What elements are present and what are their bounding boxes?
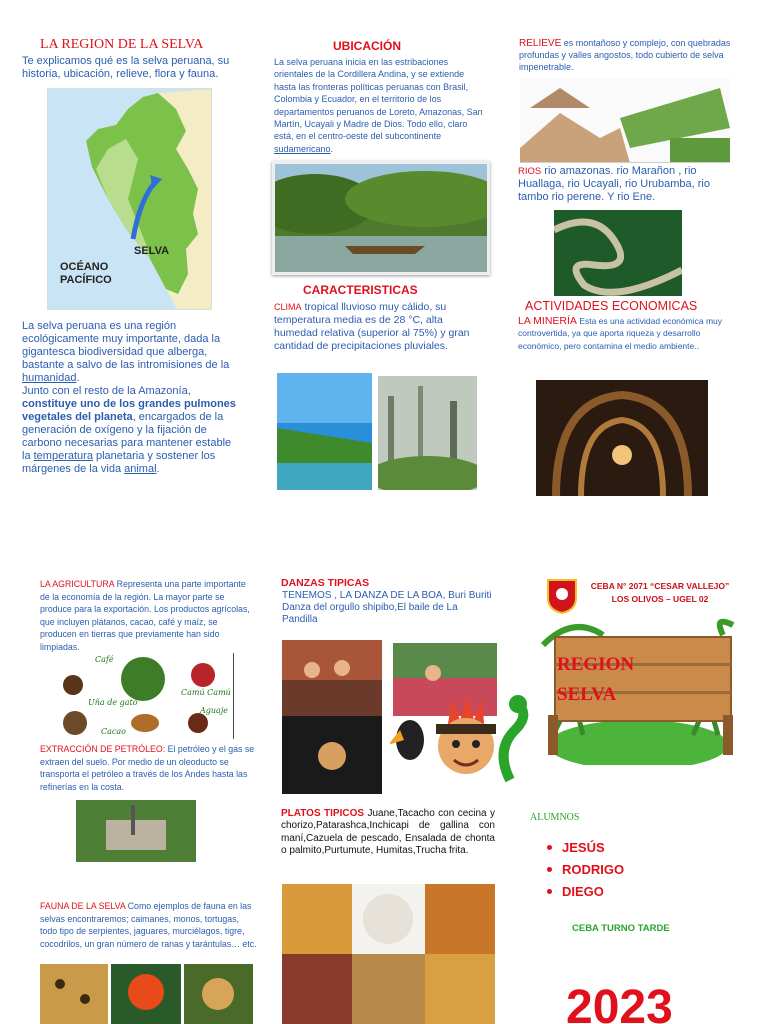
platos-text: PLATOS TIPICOS Juane,Tacacho con cecina y chorizo,Patarashca,Inchicapi de gallina con maní,Cazuela de pescado, Ensalada de chonta o palmito,Purtumute, Humitas,Trucha frita. xyxy=(281,808,496,857)
agricultura-text: LA AGRICULTURA Representa una parte importante de la economía de la región. La mayor parte se produce para la exportación. Los productos agrícolas, que incluyen plátanos, cacao, café y maíz, se producen en tierras que previamente han sido limpiadas. xyxy=(40,579,250,652)
lake-photo xyxy=(277,373,372,490)
mineria-text: LA MINERÍA Esta es una actividad económica muy controvertida, ya que aporta riqueza y desarrollo económico, pero contamina el medio ambiente.. xyxy=(518,315,722,351)
school-header: CEBA N° 2071 “CESAR VALLEJO” LOS OLIVOS – UGEL 02 xyxy=(590,581,730,604)
una-label: Uña de gato xyxy=(88,698,138,707)
intro-text: Te explicamos qué es la selva peruana, su historia, ubicación, relieve, flora y fauna. xyxy=(22,55,230,80)
aguaje-label: Aguaje xyxy=(200,706,229,715)
turno-label: CEBA TURNO TARDE xyxy=(572,923,670,934)
amazon-river-photo xyxy=(554,210,682,296)
camu-label: Camú Camú xyxy=(181,688,231,697)
student-item: DIEGO xyxy=(547,880,624,902)
mine-photo xyxy=(536,380,708,496)
petroleo-text: EXTRACCIÓN DE PETRÓLEO: El petróleo y el gas se extraen del suelo. Por medio de un oleoducto se transporta el petróleo a través de los Andes hasta las refinerías en la costa. xyxy=(40,744,255,792)
selva-description: La selva peruana es una región ecológicamente muy importante, dada la gigantesca biodiversidad que alberga, bastante a salvo de las intromisiones de la humanidad. Junto con el resto de la Amazonía, constituye uno de los grandes pulmones vegetales del planeta, encargados de la generación de oxígeno y la fijación de carbono necesarias para mantener estable la temperatura planetaria y sostener los márgenes de la vida animal. xyxy=(22,320,236,475)
clima-text: CLIMA tropical lluvioso muy cálido, su temperatura media es de 28 °C, alta humedad relativa (superior al 75%) y gran cantidad de precipitaciones pluviales. xyxy=(274,301,470,352)
rios-text: RIOS rio amazonas. rio Marañon , rio Huallaga, rio Ucayali, rio Urubamba, rio tambo rio perene. Y rio Ene. xyxy=(518,165,710,203)
crops-image xyxy=(53,653,234,739)
fauna-text: FAUNA DE LA SELVA Como ejemplos de fauna en las selvas encontraremos; caimanes, monos, tortugas, todo tipo de serpientes, jaguares, murciélagos, tigre, cocodrilos, un gran número de ranas y tarántulas… etc. xyxy=(40,901,257,949)
selva-label: SELVA xyxy=(134,245,170,257)
student-item: JESÚS xyxy=(547,836,624,858)
school-crest xyxy=(546,578,578,614)
forest-photo xyxy=(378,376,477,490)
cacao-label: Cacao xyxy=(101,727,126,736)
ubicacion-text: La selva peruana inicia en las estribaciones orientales de la Cordillera Andina, y se extiende hasta las fronteras políticas peruanas con Brasil, Colombia y Ecuador, en el territorio de los departamentos peruanos de Loreto, Amazonas, San Martín, Ucayali y Madre de Dios. Todo ello, claro está, en el centro-oeste del subcontinente sudamericano. xyxy=(274,57,483,154)
fauna-photos xyxy=(40,964,253,1024)
food-collage xyxy=(282,884,495,1024)
alumnos-label: ALUMNOS xyxy=(530,812,580,823)
region-title: LA REGION DE LA SELVA xyxy=(40,37,204,52)
temperatura-link[interactable]: temperatura xyxy=(33,450,93,462)
actividades-title: ACTIVIDADES ECONOMICAS xyxy=(525,299,698,313)
students-list xyxy=(547,836,624,902)
river-boat-photo xyxy=(272,161,490,275)
region-selva-sign: REGION SELVA xyxy=(557,654,635,705)
animal-link[interactable]: animal xyxy=(124,463,157,475)
ubicacion-title: UBICACIÓN xyxy=(333,39,401,53)
peru-map xyxy=(47,88,212,310)
caracteristicas-title: CARACTERISTICAS xyxy=(303,283,418,297)
oil-field-photo xyxy=(76,800,196,862)
dance-photo-1 xyxy=(282,640,382,716)
danzas-text: TENEMOS , LA DANZA DE LA BOA, Buri Buriti Danza del orgullo shipibo,El baile de La Pandilla xyxy=(282,590,492,625)
relieve-text: RELIEVE es montañoso y complejo, con quebradas profundas y valles angostos, todo cubierto de selva impenetrable. xyxy=(519,38,731,72)
humanidad-link[interactable]: humanidad xyxy=(22,372,77,384)
dance-photo-3 xyxy=(282,716,382,794)
relief-diagram xyxy=(520,78,730,163)
danzas-title: DANZAS TIPICAS xyxy=(281,577,370,589)
cafe-label: Café xyxy=(95,655,114,664)
sudamericano-link[interactable]: sudamericano xyxy=(274,143,331,154)
year-label: 2023 xyxy=(566,981,673,1024)
ocean-label: OCÉANO PACÍFICO xyxy=(60,261,112,286)
student-item: RODRIGO xyxy=(547,858,624,880)
native-cartoon xyxy=(390,690,535,794)
